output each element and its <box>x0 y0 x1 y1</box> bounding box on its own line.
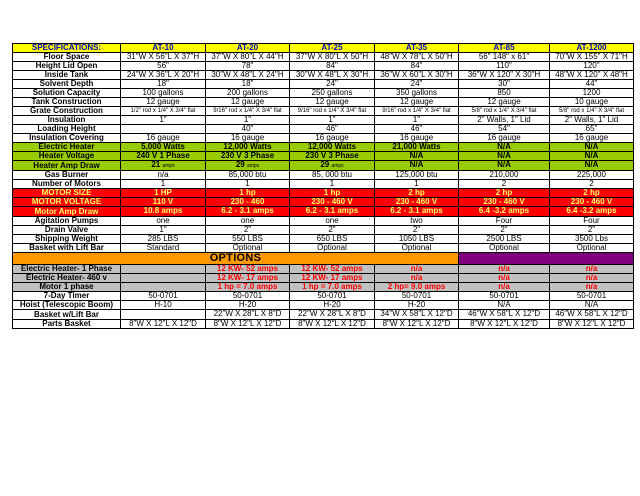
table-cell: 5/8" rod x 1/4" X 3/4" flat <box>550 107 634 116</box>
table-cell: 6.2 - 3.1 amps <box>375 207 459 217</box>
specifications-heading: SPECIFICATIONS: <box>13 44 121 53</box>
table-cell: 100 gallons <box>121 89 206 98</box>
cell-value: 29 <box>320 160 330 169</box>
row-label: Drain Valve <box>13 226 121 235</box>
table-row <box>13 265 634 274</box>
table-cell: n/a <box>375 274 459 283</box>
table-row <box>13 207 634 217</box>
table-cell: N/A <box>459 301 550 310</box>
table-cell: 8"W X 12"L X 12"D <box>121 320 206 329</box>
table-cell: 56" <box>121 62 206 71</box>
table-cell: 12 KW- 52 amps <box>290 265 375 274</box>
cell-unit: amps <box>246 163 260 169</box>
table-cell <box>121 125 206 134</box>
table-cell: 650 LBS <box>290 235 375 244</box>
cell-unit: amps <box>162 163 175 169</box>
table-cell: 200 gallons <box>206 89 290 98</box>
table-cell: 1 <box>121 180 206 189</box>
table-row <box>13 301 634 310</box>
table-row <box>13 134 634 143</box>
table-cell: n/a <box>459 265 550 274</box>
table-cell: Optional <box>290 244 375 253</box>
table-cell: 5,000 Watts <box>121 143 206 152</box>
row-label: Grate Construction <box>13 107 121 116</box>
table-cell: 46"W X 58"L X 12"D <box>459 310 550 320</box>
table-cell: 30"W X 48"L X 24"H <box>206 71 290 80</box>
table-cell: 1" <box>375 116 459 125</box>
table-cell: n/a <box>550 265 634 274</box>
table-cell: 2" Walls, 1" Lid <box>459 116 550 125</box>
table-cell: 550 LBS <box>206 235 290 244</box>
row-label: Heater Voltage <box>13 152 121 161</box>
table-cell: 250 gallons <box>290 89 375 98</box>
table-cell: 12 gauge <box>121 98 206 107</box>
header-row <box>13 44 634 53</box>
table-cell: Optional <box>206 244 290 253</box>
model-heading: AT-1200 <box>550 44 634 53</box>
table-cell: 1" <box>206 116 290 125</box>
table-cell: 85, 000 btu <box>290 171 375 180</box>
table-cell: 46" <box>375 125 459 134</box>
options-banner-row <box>13 253 634 265</box>
table-cell: 850 <box>459 89 550 98</box>
options-purple-band <box>459 253 634 265</box>
table-row <box>13 143 634 152</box>
cell-unit: amps <box>331 163 344 169</box>
table-cell: 2" Walls, 1" Lid <box>550 116 634 125</box>
table-cell: H-10 <box>121 301 206 310</box>
table-cell: 31"W X 56"L X 37"H <box>121 53 206 62</box>
table-row <box>13 226 634 235</box>
row-label: 7-Day Timer <box>13 292 121 301</box>
row-label: Electric Heater <box>13 143 121 152</box>
table-row <box>13 310 634 320</box>
table-cell: 24"W X 36"L X 20"H <box>121 71 206 80</box>
table-cell: 16 gauge <box>459 134 550 143</box>
table-row <box>13 125 634 134</box>
row-label: Basket with Lift Bar <box>13 244 121 253</box>
table-cell: 16 gauge <box>550 134 634 143</box>
table-cell: 78" <box>206 62 290 71</box>
table-row <box>13 107 634 116</box>
table-cell: 230 - 460 <box>206 198 290 207</box>
table-cell: n/a <box>121 171 206 180</box>
table-row <box>13 189 634 198</box>
table-cell: 16 gauge <box>206 134 290 143</box>
table-cell: one <box>290 217 375 226</box>
table-cell: 1" <box>121 226 206 235</box>
table-cell: 16 gauge <box>121 134 206 143</box>
table-cell: 8"W X 12"L X 12"D <box>459 320 550 329</box>
table-cell: 240 V 1 Phase <box>121 152 206 161</box>
table-cell: 34"W X 58"L X 12"D <box>375 310 459 320</box>
table-cell: 12 gauge <box>375 98 459 107</box>
table-cell: N/A <box>375 152 459 161</box>
table-cell: one <box>121 217 206 226</box>
options-title: OPTIONS <box>13 253 459 265</box>
table-cell: n/a <box>459 283 550 292</box>
row-label: MOTOR VOLTAGE <box>13 198 121 207</box>
table-cell: Four <box>550 217 634 226</box>
table-cell: 1" <box>121 116 206 125</box>
table-cell: 2 <box>550 180 634 189</box>
table-cell: N/A <box>550 301 634 310</box>
table-cell: 9/16" rod x 1/4" X 3/4" flat <box>206 107 290 116</box>
row-label: Motor 1 phase <box>13 283 121 292</box>
table-cell: 2" <box>375 226 459 235</box>
table-cell: 37"W X 80"L X 44"H <box>206 53 290 62</box>
table-cell: 48"W X 78"L X 50"H <box>375 53 459 62</box>
row-label: Parts Basket <box>13 320 121 329</box>
table-cell: 2" <box>206 226 290 235</box>
table-cell: Optional <box>459 244 550 253</box>
table-row <box>13 98 634 107</box>
table-row <box>13 116 634 125</box>
table-cell: 2 <box>459 180 550 189</box>
table-cell: 1050 LBS <box>375 235 459 244</box>
table-cell: 5/8" rod x 1/4" X 3/4" flat <box>459 107 550 116</box>
table-row <box>13 274 634 283</box>
table-cell: Standard <box>121 244 206 253</box>
table-cell: 110 V <box>121 198 206 207</box>
table-cell: 84" <box>375 62 459 71</box>
model-heading: AT-25 <box>290 44 375 53</box>
table-cell: N/A <box>459 143 550 152</box>
table-row <box>13 180 634 189</box>
table-cell: 84" <box>290 62 375 71</box>
table-cell: 350 gallons <box>375 89 459 98</box>
table-cell: 210,000 <box>459 171 550 180</box>
row-label: Number of Motors <box>13 180 121 189</box>
table-cell: 12 gauge <box>459 98 550 107</box>
table-cell: 8"W X 12"L X 12"D <box>290 320 375 329</box>
row-label: Inside Tank <box>13 71 121 80</box>
table-cell: 2" <box>459 226 550 235</box>
row-label: Height Lid Open <box>13 62 121 71</box>
table-cell <box>550 161 634 171</box>
table-cell: 9/16" rod x 1/4" X 3/4" flat <box>375 107 459 116</box>
table-cell: 230 - 460 V <box>459 198 550 207</box>
table-cell: 70"W X 155" X 71"H <box>550 53 634 62</box>
table-cell: 18" <box>121 80 206 89</box>
table-row <box>13 152 634 161</box>
table-cell: 46"W X 58"L X 12"D <box>550 310 634 320</box>
row-label: Heater Amp Draw <box>13 161 121 171</box>
table-cell: 12 KW- 17 amps <box>290 274 375 283</box>
table-cell: 46" <box>290 125 375 134</box>
row-label: Solvent Depth <box>13 80 121 89</box>
specifications-table-body <box>13 44 634 329</box>
table-cell: H-20 <box>375 301 459 310</box>
table-cell: 285 LBS <box>121 235 206 244</box>
table-cell: N/A <box>550 152 634 161</box>
table-cell: n/a <box>375 265 459 274</box>
table-cell: 2" <box>550 226 634 235</box>
table-cell: 3500 Lbs <box>550 235 634 244</box>
table-cell: 230 V 3 Phase <box>290 152 375 161</box>
table-cell: 230 - 460 V <box>375 198 459 207</box>
row-label: Electric Heater- 1 Phase <box>13 265 121 274</box>
table-cell: 10.8 amps <box>121 207 206 217</box>
table-row <box>13 198 634 207</box>
table-cell: N/A <box>550 143 634 152</box>
row-label: Floor Space <box>13 53 121 62</box>
table-cell: 225,000 <box>550 171 634 180</box>
table-cell: 12 gauge <box>290 98 375 107</box>
table-row <box>13 171 634 180</box>
table-cell: 1 <box>375 180 459 189</box>
specifications-table <box>12 43 634 329</box>
table-cell: 12 KW- 52 amps <box>206 265 290 274</box>
table-row <box>13 292 634 301</box>
row-label: Gas Burner <box>13 171 121 180</box>
model-heading: AT-35 <box>375 44 459 53</box>
table-cell: 48"W X 120" X 48"H <box>550 71 634 80</box>
table-cell: 50-0701 <box>375 292 459 301</box>
table-cell: 125,000 btu <box>375 171 459 180</box>
table-cell: 12 KW- 17 amps <box>206 274 290 283</box>
table-cell: 37"W X 80"L X 50"H <box>290 53 375 62</box>
table-cell <box>121 161 206 171</box>
table-cell <box>206 161 290 171</box>
row-label: MOTOR SIZE <box>13 189 121 198</box>
table-cell: 36"W X 60"L X 30"H <box>375 71 459 80</box>
table-row <box>13 80 634 89</box>
table-cell: 6.4 -3.2 amps <box>550 207 634 217</box>
table-cell: 1 <box>290 180 375 189</box>
table-cell: H-20 <box>206 301 290 310</box>
table-cell: 6.2 - 3.1 amps <box>206 207 290 217</box>
table-cell: 50-0701 <box>206 292 290 301</box>
table-cell <box>121 265 206 274</box>
table-cell: 50-0701 <box>121 292 206 301</box>
table-row <box>13 244 634 253</box>
table-cell: N/A <box>459 152 550 161</box>
table-row <box>13 217 634 226</box>
cell-value: 21 <box>151 160 161 169</box>
table-cell: two <box>375 217 459 226</box>
table-cell: 110" <box>459 62 550 71</box>
table-cell: 2 hp <box>375 189 459 198</box>
row-label: Electric Heater- 460 v <box>13 274 121 283</box>
table-cell: 1 hp <box>290 189 375 198</box>
table-cell: 10 gauge <box>550 98 634 107</box>
row-label: Basket w/Lift Bar <box>13 310 121 320</box>
table-row <box>13 53 634 62</box>
model-heading: AT-10 <box>121 44 206 53</box>
table-cell: 120" <box>550 62 634 71</box>
table-cell <box>459 161 550 171</box>
table-cell: 230 - 460 V <box>290 198 375 207</box>
table-cell: 8"W X 12"L X 12"D <box>206 320 290 329</box>
table-cell: 8"W X 12"L X 12"D <box>550 320 634 329</box>
table-cell: 2 hp= 9.0 amps <box>375 283 459 292</box>
table-cell: 50-0701 <box>550 292 634 301</box>
row-label: Insulation <box>13 116 121 125</box>
model-heading: AT-85 <box>459 44 550 53</box>
table-cell: 6.2 - 3.1 amps <box>290 207 375 217</box>
row-label: Agitation Pumps <box>13 217 121 226</box>
table-cell: 36"W X 120" X 30"H <box>459 71 550 80</box>
table-cell: 22"W X 28"L X 8"D <box>290 310 375 320</box>
table-cell: 12,000 Watts <box>290 143 375 152</box>
row-label: Solution Capacity <box>13 89 121 98</box>
table-cell: 30" <box>459 80 550 89</box>
model-heading: AT-20 <box>206 44 290 53</box>
table-cell: 65" <box>550 125 634 134</box>
table-cell: 22"W X 28"L X 8"D <box>206 310 290 320</box>
table-cell: 30"W X 48"L X 30"H <box>290 71 375 80</box>
table-cell: 21,000 Watts <box>375 143 459 152</box>
table-cell <box>290 161 375 171</box>
table-cell: n/a <box>459 274 550 283</box>
table-cell: Optional <box>550 244 634 253</box>
table-cell: Optional <box>375 244 459 253</box>
cell-value: N/A <box>584 160 599 169</box>
table-cell: 18" <box>206 80 290 89</box>
table-cell: 40" <box>206 125 290 134</box>
cell-value: N/A <box>409 160 424 169</box>
table-cell: 16 gauge <box>290 134 375 143</box>
cell-value: N/A <box>497 160 511 169</box>
table-cell: 1 hp = 7.0 amps <box>290 283 375 292</box>
table-cell: 56" 148" x 61" <box>459 53 550 62</box>
table-cell: 230 - 460 V <box>550 198 634 207</box>
table-cell: 2" <box>290 226 375 235</box>
table-cell: 50-0701 <box>459 292 550 301</box>
table-cell <box>121 310 206 320</box>
table-row <box>13 235 634 244</box>
table-row <box>13 320 634 329</box>
table-cell: 24" <box>290 80 375 89</box>
table-cell: 2 hp <box>550 189 634 198</box>
table-row <box>13 283 634 292</box>
table-cell: 8"W X 12"L X 12"D <box>375 320 459 329</box>
table-cell <box>375 161 459 171</box>
table-cell: 230 V 3 Phase <box>206 152 290 161</box>
row-label: Insulation Covering <box>13 134 121 143</box>
table-cell: 2500 LBS <box>459 235 550 244</box>
table-cell: 54" <box>459 125 550 134</box>
table-cell: 1 hp = 7.0 amps <box>206 283 290 292</box>
table-cell: 44" <box>550 80 634 89</box>
row-label: Tank Construction <box>13 98 121 107</box>
table-cell: 16 gauge <box>375 134 459 143</box>
table-cell: n/a <box>550 283 634 292</box>
row-label: Loading Height <box>13 125 121 134</box>
table-cell: 6.4 -3.2 amps <box>459 207 550 217</box>
table-row <box>13 62 634 71</box>
table-cell: H-20 <box>290 301 375 310</box>
table-cell: 12 gauge <box>206 98 290 107</box>
table-cell: 85,000 btu <box>206 171 290 180</box>
table-cell: 1" <box>290 116 375 125</box>
table-cell: 1 hp <box>206 189 290 198</box>
row-label: Motor Amp Draw <box>13 207 121 217</box>
table-cell: 2 hp <box>459 189 550 198</box>
table-cell: 24" <box>375 80 459 89</box>
cell-value: 29 <box>235 160 245 169</box>
table-cell: 1200 <box>550 89 634 98</box>
table-cell <box>121 283 206 292</box>
table-cell: n/a <box>550 274 634 283</box>
table-cell: one <box>206 217 290 226</box>
row-label: Shipping Weight <box>13 235 121 244</box>
table-cell: 1 HP <box>121 189 206 198</box>
table-row <box>13 89 634 98</box>
table-cell: 1/2" rod x 1/4" X 3/4" flat <box>121 107 206 116</box>
table-cell: Four <box>459 217 550 226</box>
table-cell: 9/16" rod x 1/4" X 3/4" flat <box>290 107 375 116</box>
table-row <box>13 71 634 80</box>
table-cell: 1 <box>206 180 290 189</box>
row-label: Hoist (Telescopic Boom) <box>13 301 121 310</box>
table-row <box>13 161 634 171</box>
table-cell <box>121 274 206 283</box>
table-cell: 50-0701 <box>290 292 375 301</box>
table-cell: 12,000 Watts <box>206 143 290 152</box>
